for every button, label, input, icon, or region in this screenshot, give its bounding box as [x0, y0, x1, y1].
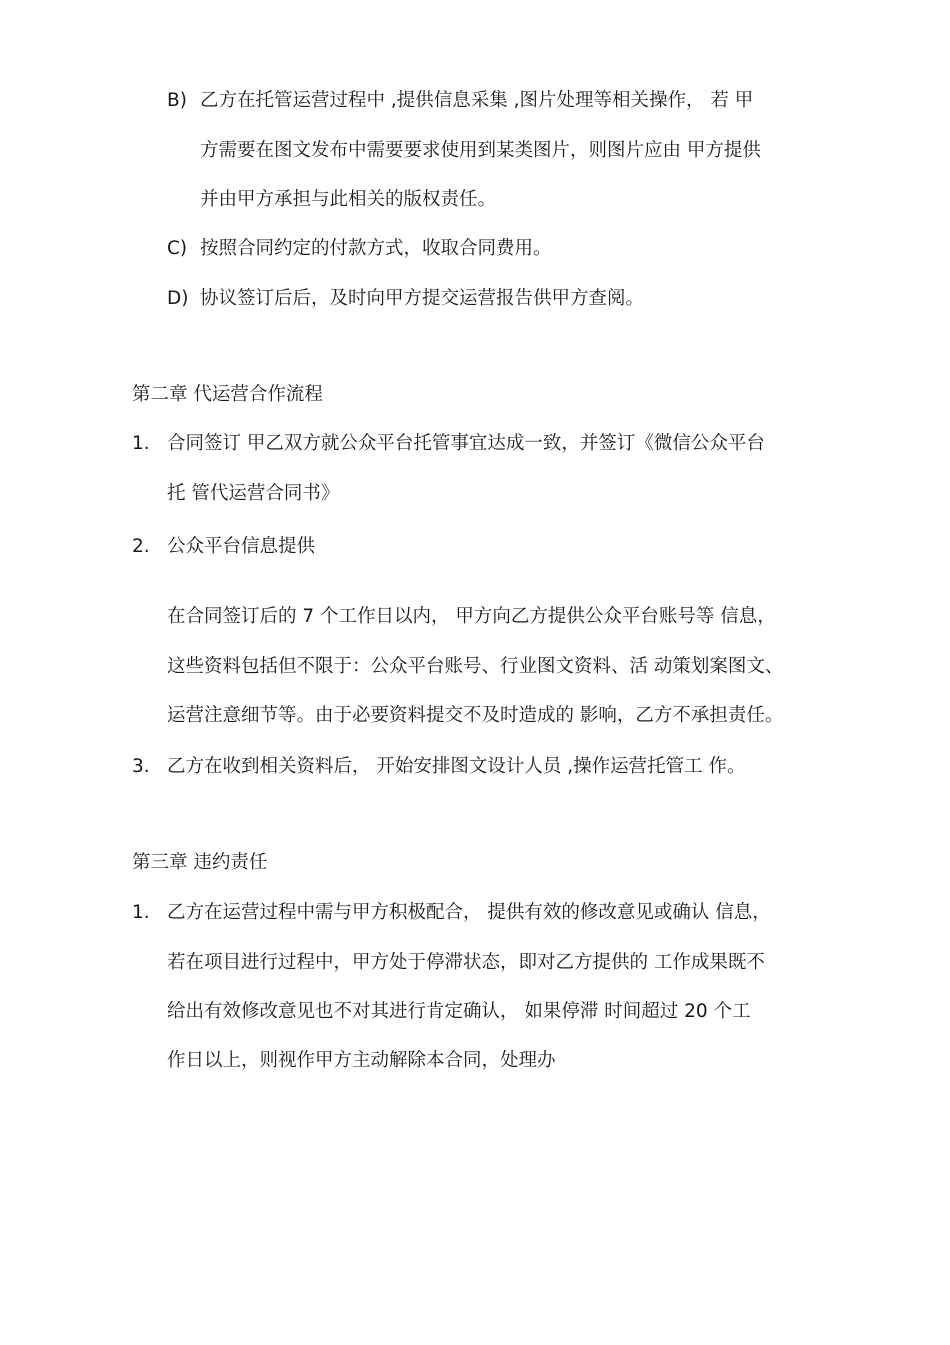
item-label-c: C): [167, 238, 188, 259]
chapter-3-item-1-line-2: 若在项目进行过程中，甲方处于停滞状态，即对乙方提供的 工作成果既不: [167, 952, 765, 973]
chapter-2-paragraph-line-1: 在合同签订后的 7 个工作日以内， 甲方向乙方提供公众平台账号等 信息，: [167, 606, 776, 627]
chapter-2-item-3-label: 3.: [132, 756, 150, 777]
chapter-2-item-1-line-1: 合同签订 甲乙双方就公众平台托管事宜达成一致，并签订《微信公众平台: [167, 433, 765, 454]
item-label-d: D): [167, 288, 189, 309]
chapter-3-heading: 第三章 违约责任: [132, 852, 268, 873]
item-b-line-3: 并由甲方承担与此相关的版权责任。: [200, 189, 497, 210]
chapter-2-paragraph-line-2: 这些资料包括但不限于：公众平台账号、行业图文资料、活 动策划案图文、: [167, 656, 784, 677]
chapter-3-item-1-line-4: 作日以上，则视作甲方主动解除本合同，处理办: [167, 1050, 556, 1071]
chapter-2-paragraph-line-3: 运营注意细节等。由于必要资料提交不及时造成的 影响，乙方不承担责任。: [167, 705, 784, 726]
chapter-2-heading: 第二章 代运营合作流程: [132, 384, 323, 405]
chapter-3-item-1-line-3: 给出有效修改意见也不对其进行肯定确认， 如果停滞 时间超过 20 个工: [167, 1001, 751, 1022]
chapter-2-item-2-line-1: 公众平台信息提供: [167, 536, 316, 557]
item-d-line-1: 协议签订后后，及时向甲方提交运营报告供甲方查阅。: [200, 288, 645, 309]
chapter-2-item-1-label: 1.: [132, 433, 150, 454]
item-b-line-2: 方需要在图文发布中需要要求使用到某类图片，则图片应由 甲方提供: [200, 140, 761, 161]
item-label-b: B): [167, 90, 187, 111]
item-b-line-1: 乙方在托管运营过程中 ,提供信息采集 ,图片处理等相关操作， 若 甲: [200, 90, 754, 111]
chapter-2-item-2-label: 2.: [132, 536, 150, 557]
chapter-2-item-1-line-2: 托 管代运营合同书》: [167, 483, 340, 504]
item-c-line-1: 按照合同约定的付款方式，收取合同费用。: [200, 238, 552, 259]
chapter-2-item-3-text: 乙方在收到相关资料后， 开始安排图文设计人员 ,操作运营托管工 作。: [167, 756, 746, 777]
chapter-3-item-1-label: 1.: [132, 902, 150, 923]
chapter-3-item-1-line-1: 乙方在运营过程中需与甲方积极配合， 提供有效的修改意见或确认 信息，: [167, 902, 771, 923]
